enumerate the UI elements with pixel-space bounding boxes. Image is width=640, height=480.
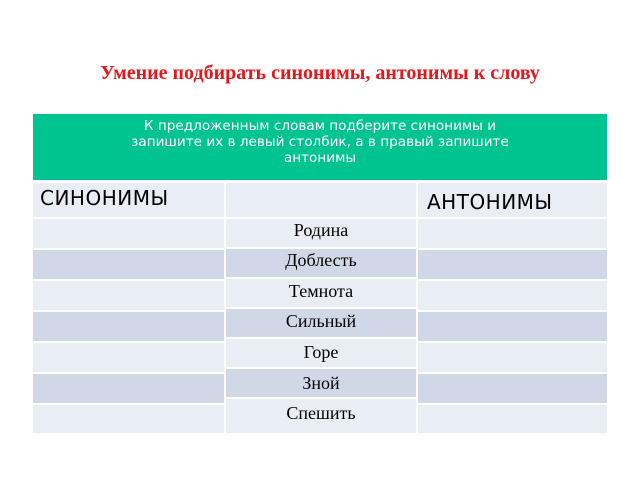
synonym-cell-1[interactable]: [32, 218, 225, 249]
synonyms-heading: СИНОНИМЫ: [40, 186, 169, 210]
synonym-cell-5[interactable]: [32, 342, 225, 373]
antonym-cell-5[interactable]: [417, 342, 608, 373]
instruction-header: [32, 113, 608, 181]
antonym-cell-2[interactable]: [417, 249, 608, 280]
instruction-line-2: запишите их в левый столбик, а в правый запишите: [131, 134, 509, 150]
antonym-cell-1[interactable]: [417, 218, 608, 249]
synonym-cell-2[interactable]: [32, 249, 225, 280]
antonym-cell-3[interactable]: [417, 280, 608, 311]
word-doblest: Доблесть: [285, 250, 357, 270]
word-gore: Горе: [303, 342, 339, 362]
page-title: Умение подбирать синонимы, антонимы к слову: [100, 62, 540, 84]
antonym-cell-6[interactable]: [417, 373, 608, 404]
words-header-cell: [225, 182, 417, 218]
word-speshit: Спешить: [286, 403, 356, 423]
antonym-cell-4[interactable]: [417, 311, 608, 342]
antonyms-heading: АНТОНИМЫ: [427, 190, 553, 214]
word-rodina: Родина: [293, 220, 349, 240]
words-table: [32, 182, 608, 434]
word-temnota: Темнота: [288, 281, 354, 301]
synonym-cell-3[interactable]: [32, 280, 225, 311]
antonym-cell-7[interactable]: [417, 404, 608, 434]
synonym-cell-4[interactable]: [32, 311, 225, 342]
synonym-cell-6[interactable]: [32, 373, 225, 404]
instruction-line-1: К предложенным словам подберите синонимы и: [143, 118, 497, 134]
word-znoi: Зной: [302, 373, 340, 393]
instruction-line-3: антонимы: [283, 150, 357, 166]
word-silnyi: Сильный: [285, 311, 357, 331]
synonym-cell-7[interactable]: [32, 404, 225, 434]
